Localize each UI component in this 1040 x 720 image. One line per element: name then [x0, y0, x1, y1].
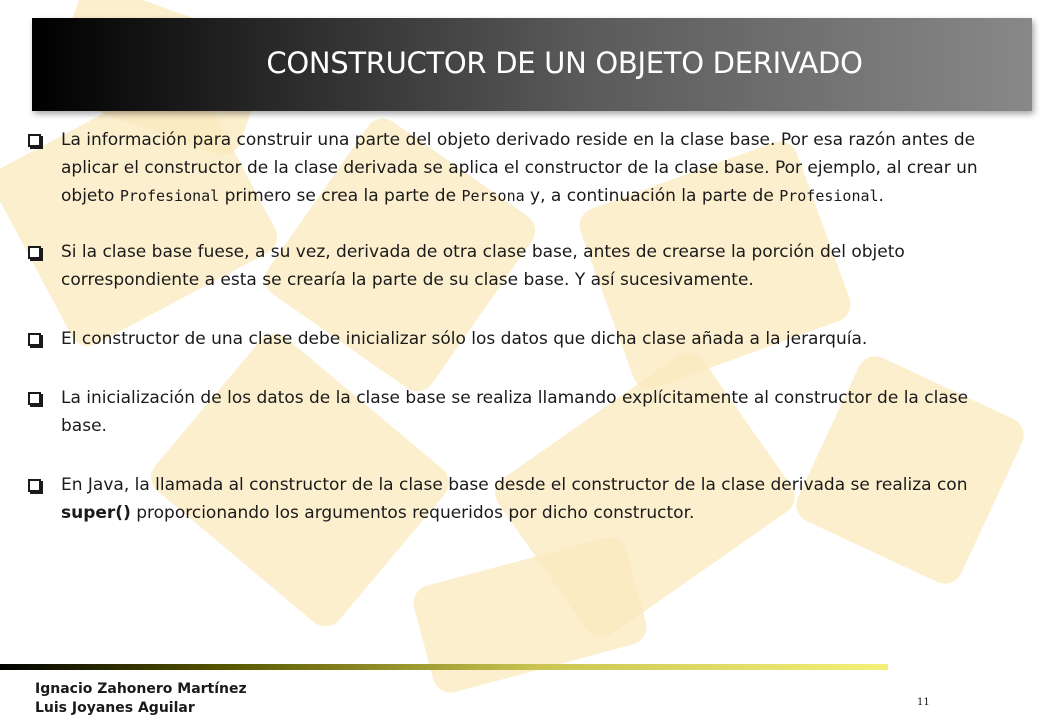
- code-keyword: super(): [61, 503, 131, 523]
- bullet-text: La información para construir una parte del objeto derivado reside en la clase base. Por esa razón antes de aplicar el constructor de la clase derivada se aplica el constructor de la clase base. Por ejemplo, al crear un objeto: [61, 130, 978, 206]
- footer-authors: [35, 680, 247, 718]
- bullet-item: [25, 126, 1015, 210]
- bullet-text: La inicialización de los datos de la clase base se realiza llamando explícitamente al constructor de la clase base.: [61, 388, 969, 436]
- bullet-text: .: [878, 186, 884, 206]
- bullet-item: [25, 384, 1015, 440]
- author-name: Ignacio Zahonero Martínez: [35, 681, 247, 697]
- page-number: 11: [917, 697, 930, 708]
- bullet-text: primero se crea la parte de: [219, 186, 462, 206]
- bullet-text: proporcionando los argumentos requeridos por dicho constructor.: [130, 503, 695, 523]
- bullet-text: En Java, la llamada al constructor de la clase base desde el constructor de la clase derivada se realiza con: [61, 475, 968, 495]
- author-name: Luis Joyanes Aguilar: [35, 700, 195, 716]
- bullet-text: Si la clase base fuese, a su vez, derivada de otra clase base, antes de crearse la porción del objeto correspondiente a esta se crearía la parte de su clase base. Y así sucesivamente.: [61, 242, 905, 290]
- bullet-text: y, a continuación la parte de: [524, 186, 780, 206]
- code-text: Persona: [461, 187, 525, 205]
- bullet-item: [25, 471, 1015, 527]
- background-shape: [410, 533, 651, 696]
- bullet-item: [25, 325, 1015, 353]
- footer-divider: [0, 664, 888, 670]
- title-banner: [32, 18, 1032, 111]
- checkbox-bullet-icon: [28, 246, 41, 259]
- checkbox-bullet-icon: [28, 333, 41, 346]
- code-text: Profesional: [779, 187, 879, 205]
- slide-title: CONSTRUCTOR DE UN OBJETO DERIVADO: [266, 46, 863, 80]
- bullet-text: El constructor de una clase debe inicializar sólo los datos que dicha clase añada a la jerarquía.: [61, 329, 868, 349]
- bullet-item: [25, 238, 1015, 294]
- checkbox-bullet-icon: [28, 392, 41, 405]
- checkbox-bullet-icon: [28, 134, 41, 147]
- code-text: Profesional: [119, 187, 220, 205]
- checkbox-bullet-icon: [28, 479, 41, 492]
- bullet-list: [25, 126, 1015, 527]
